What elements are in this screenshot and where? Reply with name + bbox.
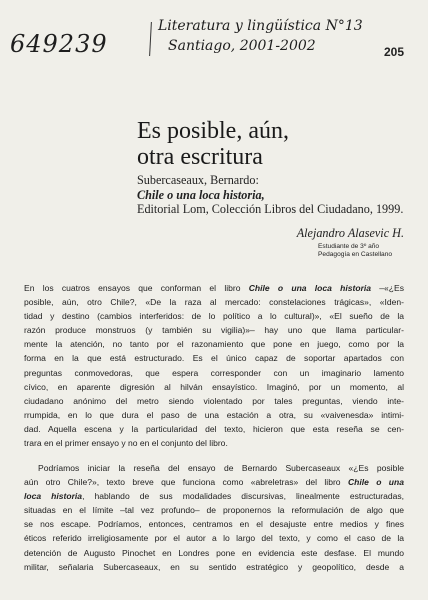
title-line-1: Es posible, aún,: [137, 118, 289, 144]
reviewer-affiliation: [318, 243, 392, 259]
paragraph-2-line: se nos escape. Podríamos, entonces, centramos en el desajuste entre medios y fines: [24, 519, 404, 530]
paragraph-1-line: tidad y destino (cambios interferidos: de lo político a lo cultural)», «El sueño de la: [24, 311, 404, 322]
paragraph-2-line: loca historia, hablando de sus modalidades discursivas, linealmente estructuradas,: [24, 491, 404, 502]
handwritten-divider: [149, 22, 152, 56]
affiliation-line-2: Pedagogía en Castellano: [318, 251, 393, 258]
book-title-inline: Chile o una loca historia: [248, 283, 372, 293]
paragraph-1: [24, 281, 404, 450]
book-title-inline: loca historia: [24, 491, 83, 502]
paragraph-2-line: Podríamos iniciar la reseña del ensayo de Bernardo Subercaseaux «¿Es posible: [38, 463, 404, 473]
page-number: 205: [383, 45, 404, 59]
paragraph-2-line: aún otro Chile?», texto breve que funciona como «abreletras» del libro Chile o una: [24, 477, 404, 488]
paragraph-1-line: posible, aún, otro Chile?, «De la raza al mercado: constelaciones trágicas», «Iden-: [24, 297, 404, 308]
paragraph-1-line: rrumpida, en lo que dura el paso de una estación a otra, su «vaivenesda» intimi-: [24, 409, 404, 420]
paragraph-1-line-1: En los cuatros ensayos que conforman el libro Chile o una loca historia –«¿Es: [24, 283, 404, 293]
book-reference: [137, 173, 407, 217]
paragraph-2-line: situadas en el límite –tal vez profundo– de proponernos la reformulación de algo que: [24, 505, 404, 516]
handwritten-journal-title: Literatura y lingüística N°13: [158, 18, 363, 34]
paragraph-1-line: razón produce monstruos (y también su vigilia)»– hay uno que llama particular-: [24, 325, 404, 336]
paragraph-1-line: cívico, en aparente digresión al hilván ensayístico. Imaginó, por un momento, al: [24, 381, 404, 392]
reference-book-title: Chile o una loca historia,: [137, 187, 265, 202]
paragraph-1-line: trara en el primer ensayo y no en el conjunto del libro.: [24, 438, 228, 449]
paragraph-1-line: ciudadano anónimo del metro siendo violentado por tales preguntas, viendo inte-: [24, 395, 404, 406]
paragraph-2-line: detención de Augusto Pinochet en Londres pone en evidencia este desfase. El mundo: [24, 547, 404, 558]
title-line-2: otra escritura: [137, 144, 263, 170]
handwritten-catalog-number: 649239: [10, 30, 108, 58]
paragraph-1-line: mente la atención, no tanto por el razonamiento que pone en juego, como por la: [24, 339, 404, 350]
paragraph-2-line: militar, señalaria Subercaseaux, en su sentido estratégico y geopolítico, desde a: [24, 561, 404, 572]
paragraph-1-line: preguntas conmovedoras, que espera corresponder con un imaginario lamento: [24, 367, 404, 378]
reviewer-name: Alejandro Alasevic H.: [296, 226, 404, 240]
article-title: [137, 118, 397, 170]
paragraph-2: [24, 461, 404, 574]
affiliation-line-1: Estudiante de 3º año: [318, 243, 380, 250]
reference-publisher: Editorial Lom, Colección Libros del Ciudadano, 1999.: [137, 202, 404, 216]
reference-author: Subercaseaux, Bernardo:: [137, 173, 259, 187]
handwritten-place-date: Santiago, 2001-2002: [168, 38, 316, 54]
paragraph-2-line: éticos referido irreligiosamente por el autor a lo largo del texto, y como el caso de la: [24, 533, 404, 544]
paragraph-1-line: dad. Aquella escena y la particularidad del texto, hicieron que esta reseña se cen-: [24, 423, 404, 434]
book-title-inline: Chile o una: [347, 477, 404, 488]
paragraph-1-line: forma en la que está estructurado. Es el único capaz de soportar apartados con: [24, 353, 404, 364]
